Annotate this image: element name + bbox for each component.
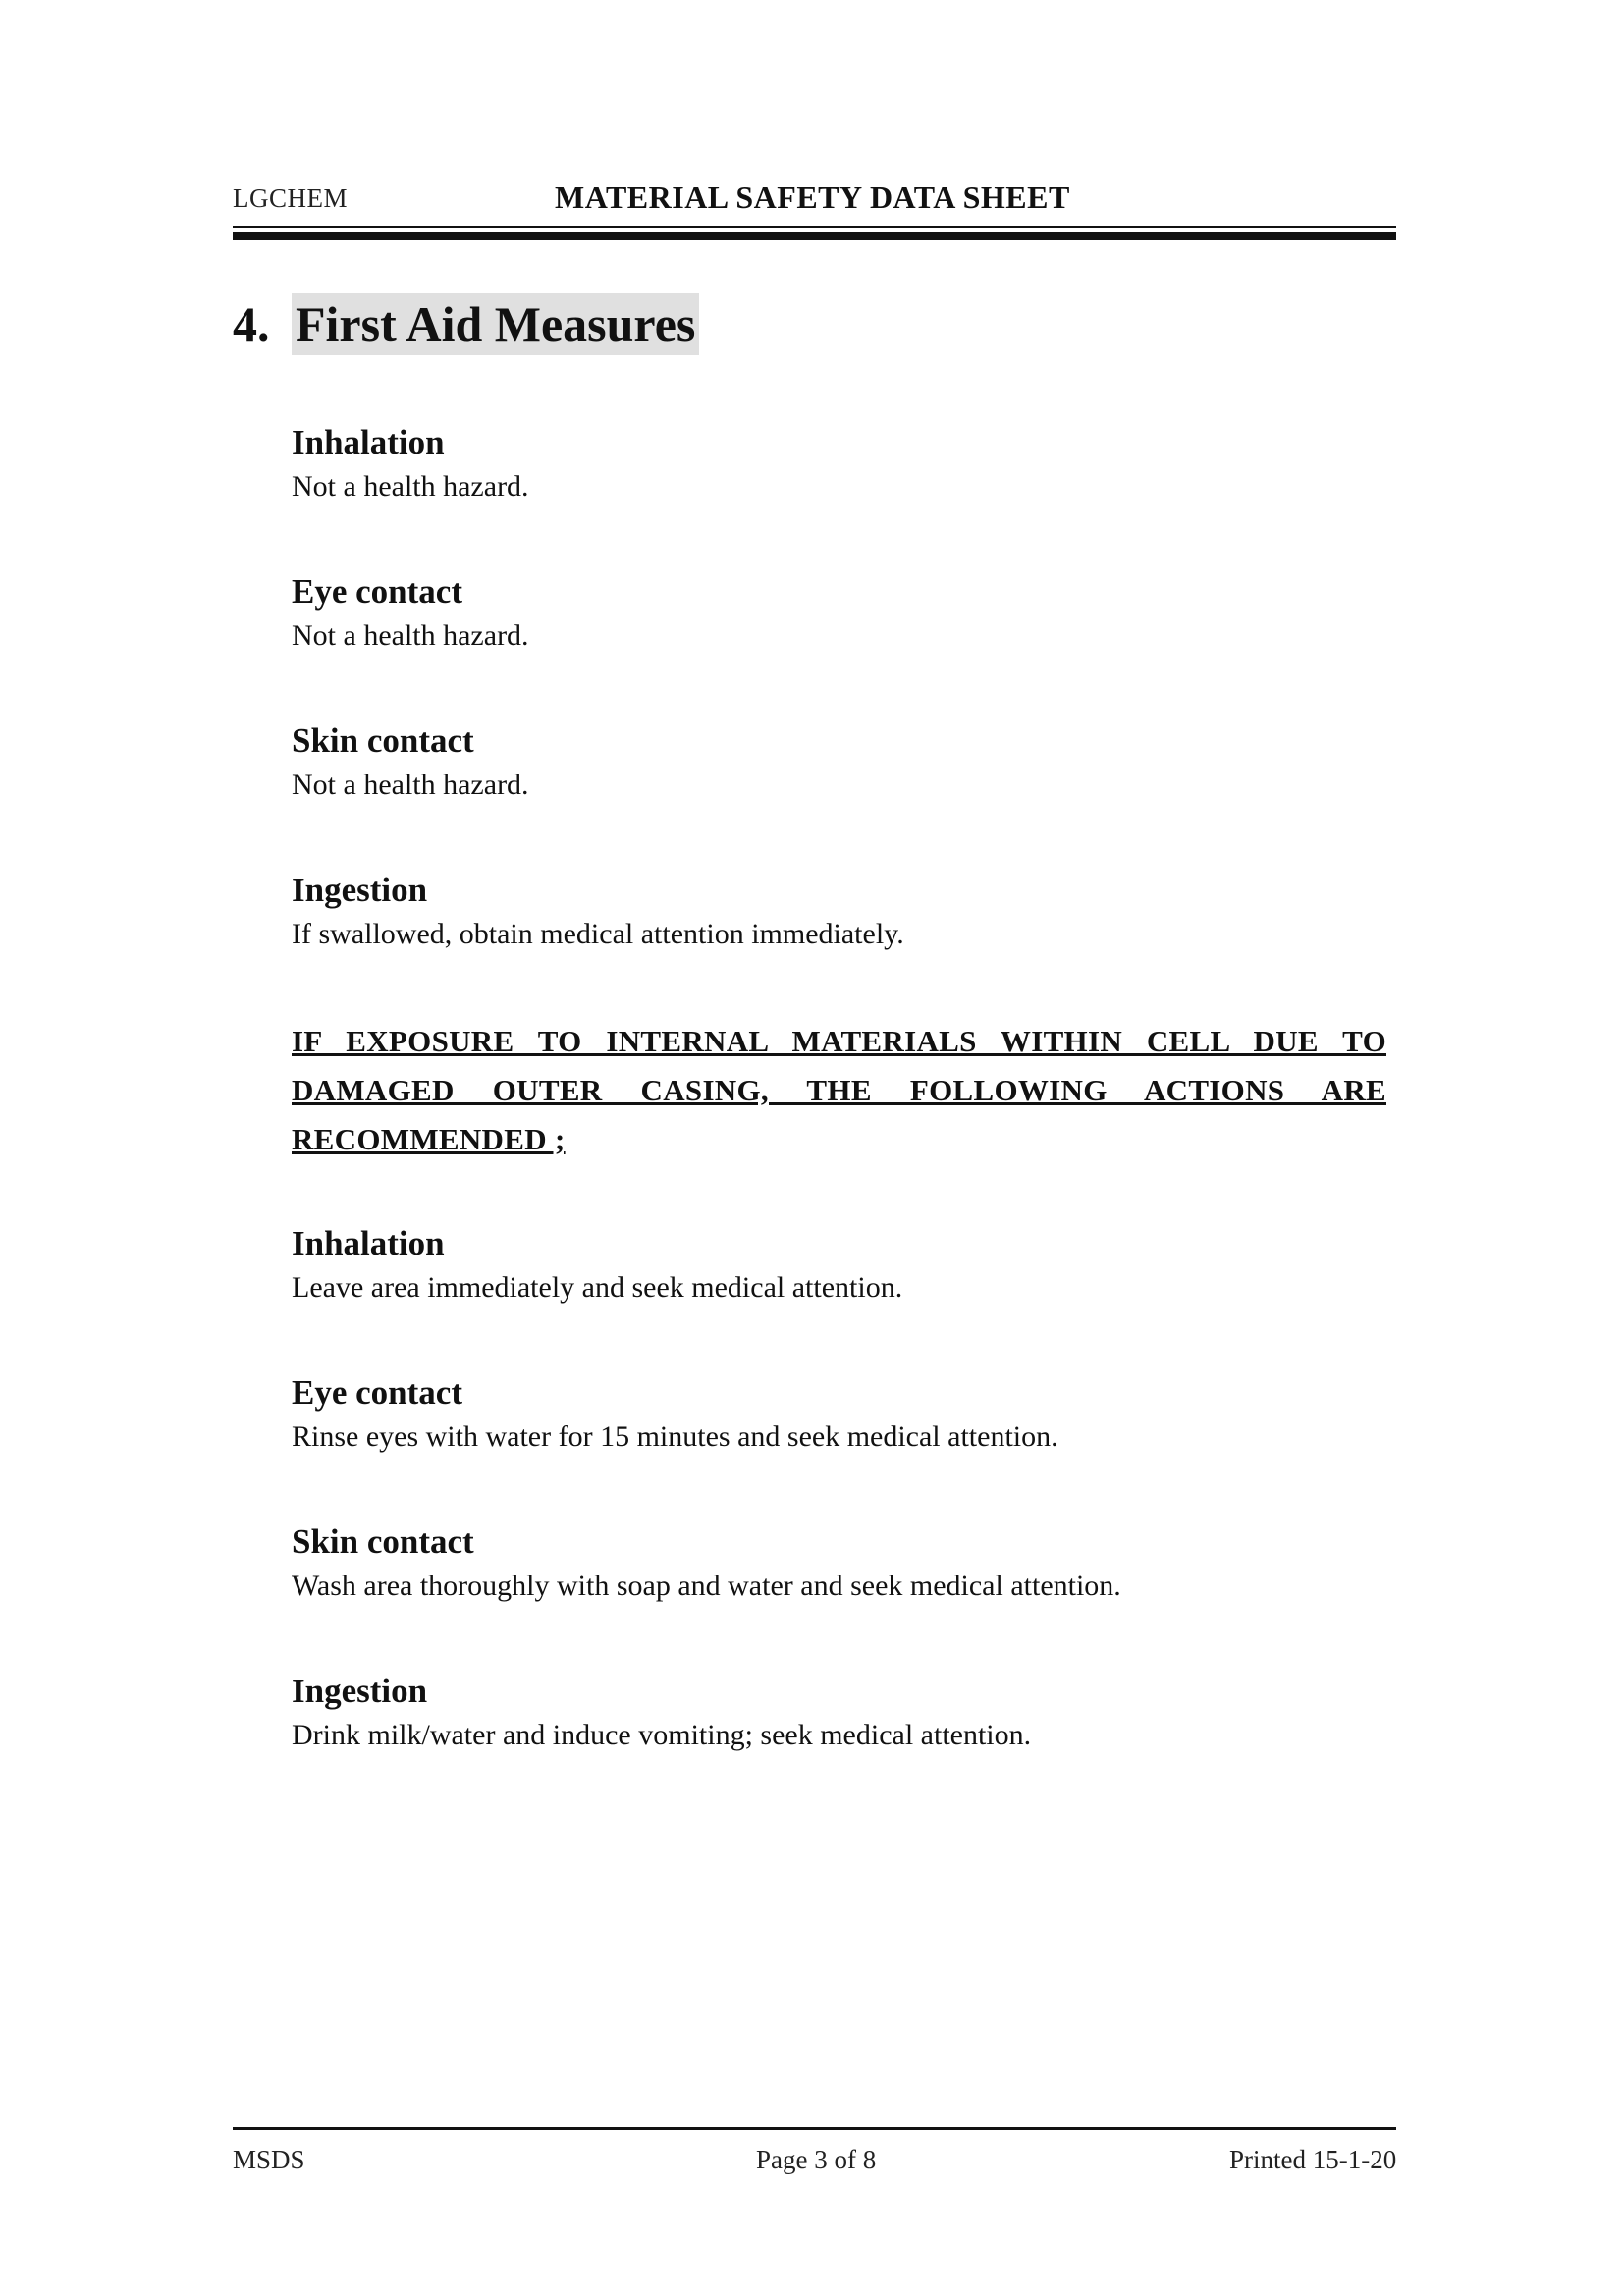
first-aid-item-skin-contact [292, 719, 1386, 807]
item-heading: Eye contact [292, 572, 462, 611]
item-text: Drink milk/water and induce vomiting; seek medical attention. [292, 1719, 1032, 1751]
exposure-item-eye-contact [292, 1370, 1386, 1459]
item-heading: Skin contact [292, 721, 474, 760]
header-title: MATERIAL SAFETY DATA SHEET [555, 180, 1070, 215]
item-heading: Eye contact [292, 1373, 462, 1412]
item-text: Not a health hazard. [292, 470, 529, 503]
section-number: 4. [233, 296, 270, 351]
item-text: Rinse eyes with water for 15 minutes and seek medical attention. [292, 1420, 1058, 1453]
footer-doc-type: MSDS [233, 2145, 305, 2174]
exposure-item-inhalation [292, 1221, 1386, 1309]
page-header [233, 180, 1396, 219]
section-content [292, 420, 1386, 1818]
item-text: Not a health hazard. [292, 769, 529, 801]
item-heading: Ingestion [292, 1672, 428, 1710]
print-date: Printed 15-1-20 [1229, 2145, 1397, 2174]
section-heading [233, 293, 699, 355]
first-aid-item-inhalation [292, 420, 1386, 508]
first-aid-item-eye-contact [292, 569, 1386, 658]
item-heading: Ingestion [292, 871, 428, 909]
item-text: Wash area thoroughly with soap and water and seek medical attention. [292, 1570, 1121, 1602]
section-title: First Aid Measures [292, 293, 699, 355]
header-company: LGCHEM [233, 184, 348, 213]
item-text: Leave area immediately and seek medical attention. [292, 1271, 903, 1304]
item-heading: Inhalation [292, 423, 445, 461]
item-heading: Inhalation [292, 1224, 445, 1262]
page-number: Page 3 of 8 [756, 2145, 877, 2174]
item-heading: Skin contact [292, 1522, 474, 1561]
header-rule-thick [233, 232, 1396, 240]
header-rule-thin [233, 226, 1396, 228]
exposure-item-skin-contact [292, 1520, 1386, 1608]
first-aid-item-ingestion [292, 868, 1386, 956]
item-text: Not a health hazard. [292, 619, 529, 652]
exposure-item-ingestion [292, 1669, 1386, 1757]
footer-rule [233, 2127, 1396, 2130]
exposure-warning: IF EXPOSURE TO INTERNAL MATERIALS WITHIN CELL DUE TO DAMAGED OUTER CASING, THE FOLLOWING ACTIONS ARE RECOMMENDED ; [292, 1024, 1386, 1156]
item-text: If swallowed, obtain medical attention immediately. [292, 918, 904, 950]
